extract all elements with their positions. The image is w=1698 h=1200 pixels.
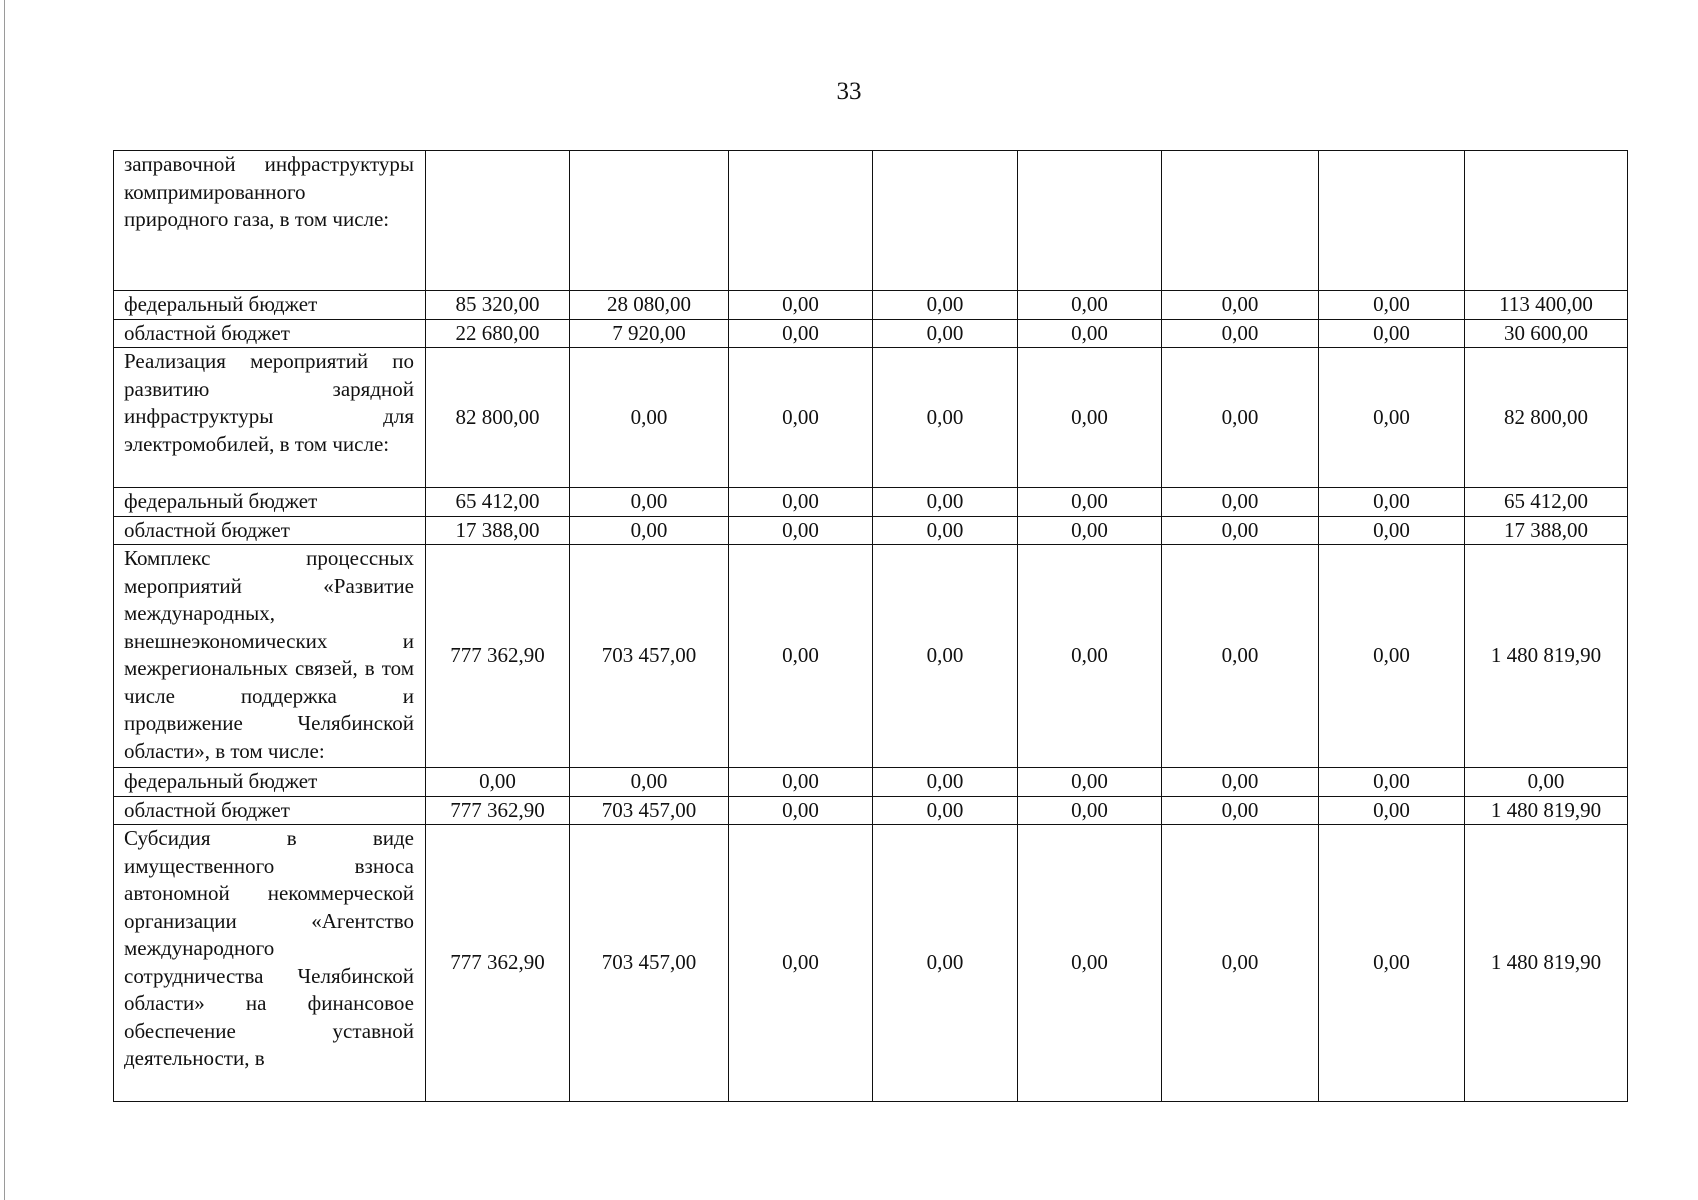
value-cell — [1319, 151, 1465, 291]
value-cell: 0,00 — [729, 319, 873, 348]
value-cell: 0,00 — [873, 768, 1018, 797]
table-row — [114, 796, 1628, 825]
value-cell — [873, 151, 1018, 291]
value-cell: 65 412,00 — [426, 488, 570, 517]
row-label: областной бюджет — [114, 516, 426, 545]
value-cell: 0,00 — [1319, 768, 1465, 797]
table-row — [114, 768, 1628, 797]
value-cell: 22 680,00 — [426, 319, 570, 348]
value-cell: 0,00 — [873, 796, 1018, 825]
value-cell: 0,00 — [729, 768, 873, 797]
value-cell: 0,00 — [729, 545, 873, 768]
value-cell: 0,00 — [570, 516, 729, 545]
value-cell: 0,00 — [729, 796, 873, 825]
value-cell: 0,00 — [1018, 348, 1162, 488]
value-cell: 0,00 — [729, 825, 873, 1102]
value-cell: 82 800,00 — [426, 348, 570, 488]
value-cell: 85 320,00 — [426, 291, 570, 320]
value-cell: 0,00 — [1162, 545, 1319, 768]
value-cell: 0,00 — [1162, 319, 1319, 348]
value-cell: 0,00 — [873, 348, 1018, 488]
value-cell: 0,00 — [873, 319, 1018, 348]
value-cell: 0,00 — [1162, 488, 1319, 517]
value-cell: 0,00 — [1319, 545, 1465, 768]
value-cell: 0,00 — [1018, 768, 1162, 797]
value-cell: 0,00 — [1018, 291, 1162, 320]
value-cell: 777 362,90 — [426, 796, 570, 825]
value-cell: 28 080,00 — [570, 291, 729, 320]
value-cell: 0,00 — [1319, 348, 1465, 488]
value-cell: 703 457,00 — [570, 796, 729, 825]
value-cell: 0,00 — [1162, 768, 1319, 797]
table-row — [114, 151, 1628, 291]
row-label: областной бюджет — [114, 796, 426, 825]
value-cell: 0,00 — [1018, 545, 1162, 768]
table-row — [114, 825, 1628, 1102]
value-cell — [729, 151, 873, 291]
value-cell: 17 388,00 — [1465, 516, 1628, 545]
value-cell — [1465, 151, 1628, 291]
value-cell: 0,00 — [729, 291, 873, 320]
value-cell: 703 457,00 — [570, 545, 729, 768]
value-cell: 0,00 — [1162, 796, 1319, 825]
value-cell: 0,00 — [729, 516, 873, 545]
table-row — [114, 348, 1628, 488]
value-cell: 0,00 — [1162, 825, 1319, 1102]
value-cell: 7 920,00 — [570, 319, 729, 348]
value-cell: 0,00 — [1018, 516, 1162, 545]
row-label: Реализация мероприятий по развитию зарядной инфраструктуры для электромобилей, в том числе: — [114, 348, 426, 488]
value-cell: 0,00 — [1018, 488, 1162, 517]
table-row — [114, 488, 1628, 517]
value-cell: 0,00 — [570, 768, 729, 797]
value-cell: 0,00 — [873, 825, 1018, 1102]
value-cell: 1 480 819,90 — [1465, 545, 1628, 768]
value-cell: 0,00 — [1319, 516, 1465, 545]
value-cell: 1 480 819,90 — [1465, 796, 1628, 825]
value-cell: 0,00 — [1162, 516, 1319, 545]
value-cell: 0,00 — [1319, 319, 1465, 348]
value-cell: 0,00 — [873, 545, 1018, 768]
value-cell: 0,00 — [426, 768, 570, 797]
row-label: федеральный бюджет — [114, 291, 426, 320]
value-cell: 0,00 — [1319, 488, 1465, 517]
value-cell — [426, 151, 570, 291]
row-label: Комплекс процессных мероприятий «Развитие международных, внешнеэкономических и межрегиональных связей, в том числе поддержка и продвижение Челябинской области», в том числе: — [114, 545, 426, 768]
table-row — [114, 545, 1628, 768]
row-label: федеральный бюджет — [114, 768, 426, 797]
value-cell: 0,00 — [729, 348, 873, 488]
value-cell: 65 412,00 — [1465, 488, 1628, 517]
value-cell: 0,00 — [873, 516, 1018, 545]
value-cell: 0,00 — [1162, 291, 1319, 320]
value-cell — [570, 151, 729, 291]
value-cell: 82 800,00 — [1465, 348, 1628, 488]
value-cell: 0,00 — [1162, 348, 1319, 488]
value-cell: 0,00 — [570, 488, 729, 517]
table-row — [114, 516, 1628, 545]
row-label: заправочной инфраструктуры компримированного природного газа, в том числе: — [114, 151, 426, 291]
value-cell: 777 362,90 — [426, 825, 570, 1102]
row-label: Субсидия в виде имущественного взноса автономной некоммерческой организации «Агентство международного сотрудничества Челябинской области» на финансовое обеспечение уставной деятельности, в — [114, 825, 426, 1102]
value-cell: 0,00 — [1319, 796, 1465, 825]
value-cell: 777 362,90 — [426, 545, 570, 768]
value-cell: 1 480 819,90 — [1465, 825, 1628, 1102]
value-cell: 0,00 — [1018, 319, 1162, 348]
value-cell: 0,00 — [873, 488, 1018, 517]
value-cell: 0,00 — [1465, 768, 1628, 797]
value-cell: 703 457,00 — [570, 825, 729, 1102]
value-cell: 0,00 — [729, 488, 873, 517]
value-cell: 113 400,00 — [1465, 291, 1628, 320]
value-cell: 30 600,00 — [1465, 319, 1628, 348]
table-row — [114, 319, 1628, 348]
value-cell: 0,00 — [1018, 825, 1162, 1102]
value-cell: 0,00 — [1018, 796, 1162, 825]
page-number: 33 — [836, 78, 862, 105]
budget-table — [113, 150, 1628, 1102]
value-cell: 0,00 — [570, 348, 729, 488]
row-label: федеральный бюджет — [114, 488, 426, 517]
value-cell — [1018, 151, 1162, 291]
value-cell: 0,00 — [1319, 291, 1465, 320]
value-cell: 17 388,00 — [426, 516, 570, 545]
value-cell: 0,00 — [1319, 825, 1465, 1102]
row-label: областной бюджет — [114, 319, 426, 348]
value-cell — [1162, 151, 1319, 291]
page-edge-line — [4, 0, 5, 1200]
value-cell: 0,00 — [873, 291, 1018, 320]
table-row — [114, 291, 1628, 320]
